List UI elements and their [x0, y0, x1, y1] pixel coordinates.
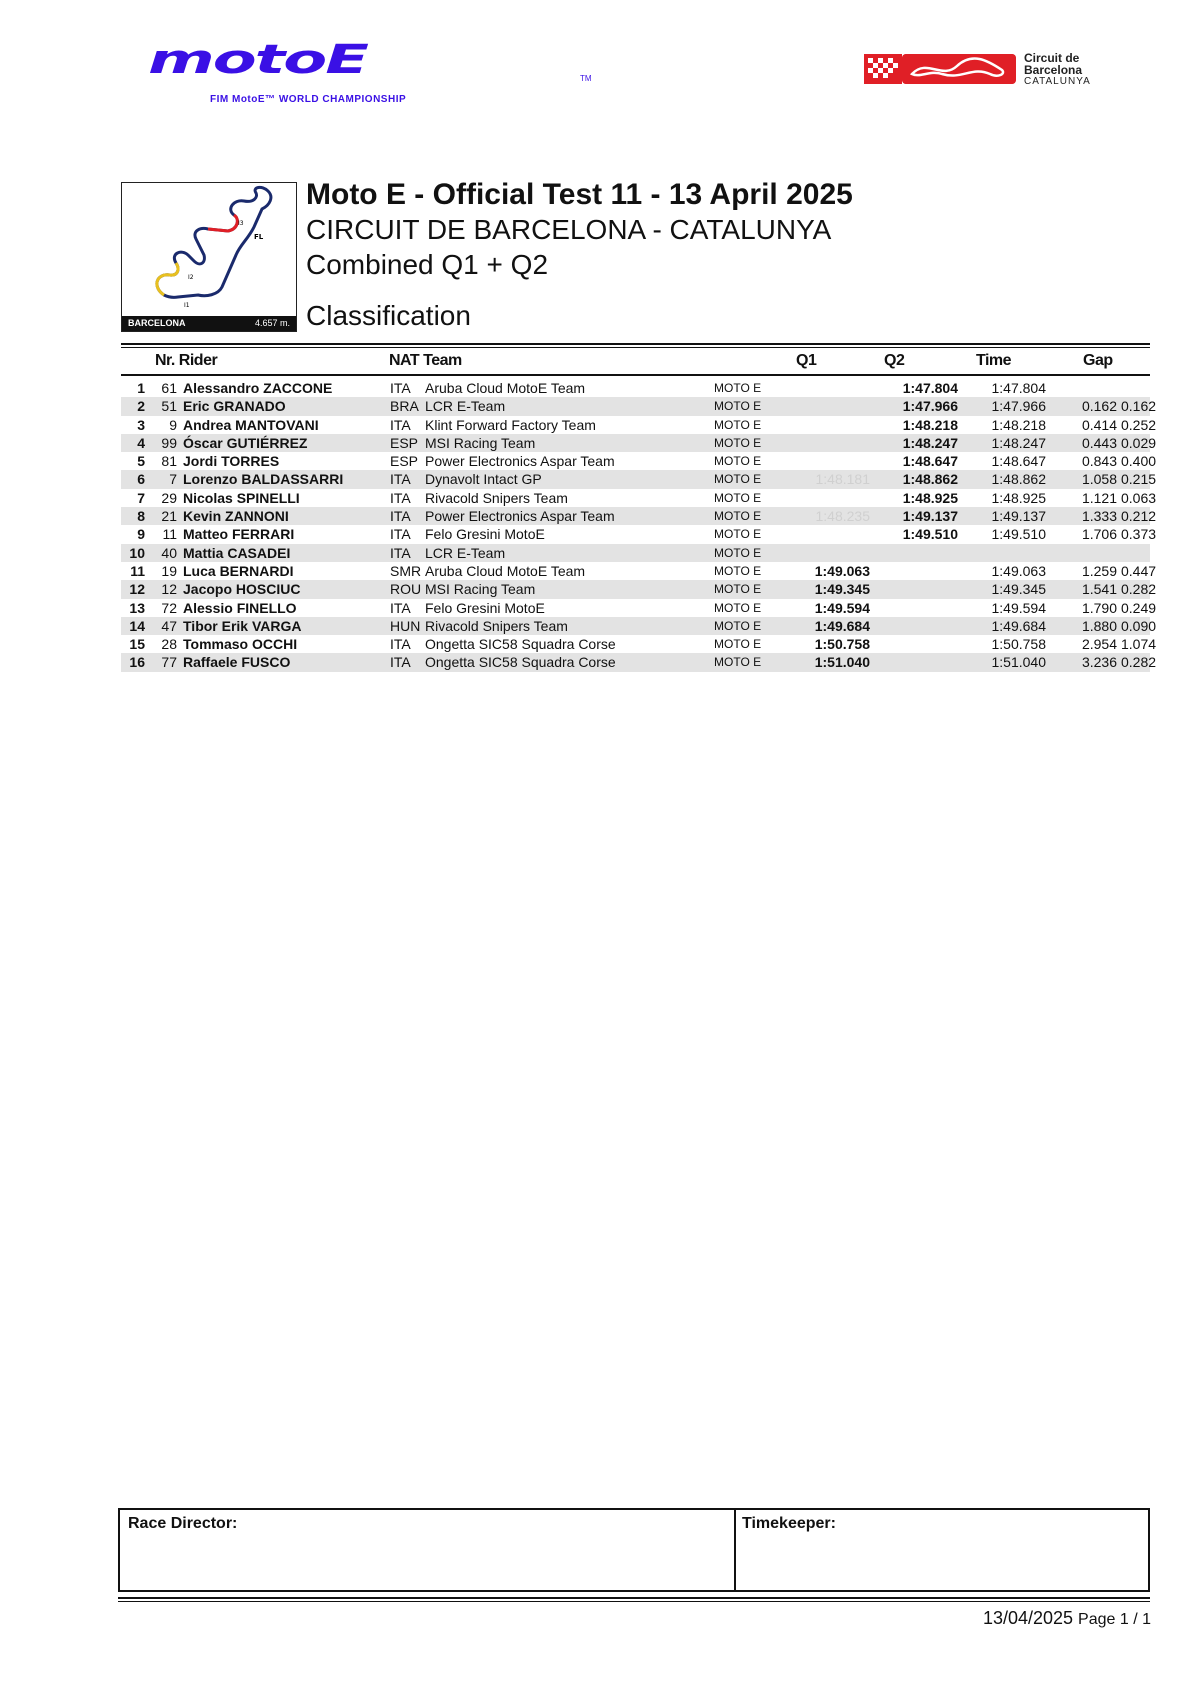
col-header-nat-team: NAT Team — [389, 352, 462, 369]
cell-gap: 1.790 — [1081, 599, 1117, 616]
cell-gap: 0.162 — [1081, 398, 1117, 415]
table-row — [121, 635, 1157, 653]
cell-gap: 1.706 — [1081, 526, 1117, 543]
cell-num: 12 — [161, 581, 177, 598]
cell-q1: 1:49.063 — [814, 562, 870, 579]
header-rule-thin — [121, 347, 1150, 348]
cell-diff: 1.074 — [1121, 636, 1157, 653]
cell-num: 7 — [169, 471, 177, 488]
cell-team: Aruba Cloud MotoE Team — [425, 562, 586, 579]
cell-gap: 2.954 — [1081, 636, 1117, 653]
cell-q2: 1:47.804 — [902, 380, 958, 396]
cell-q2: 1:48.647 — [902, 453, 958, 470]
cell-nat: ITA — [390, 544, 411, 561]
cell-pos: 14 — [129, 617, 145, 634]
circuit-name: CIRCUIT DE BARCELONA - CATALUNYA — [306, 214, 832, 245]
cell-num: 29 — [161, 489, 177, 506]
cell-diff: 0.215 — [1121, 471, 1157, 488]
cell-pos: 5 — [137, 453, 145, 470]
cell-time: 1:49.594 — [991, 599, 1046, 616]
cell-pos: 3 — [137, 416, 145, 433]
cell-q1: 1:48.235 — [815, 508, 870, 525]
cell-team: Power Electronics Aspar Team — [425, 453, 615, 470]
cell-nat: ITA — [390, 636, 411, 653]
signature-divider — [734, 1510, 736, 1590]
cell-team: Power Electronics Aspar Team — [425, 508, 615, 525]
cell-nat: ITA — [390, 489, 411, 506]
cell-num: 72 — [161, 599, 177, 616]
cell-nat: ITA — [390, 654, 411, 671]
cell-q2: 1:48.247 — [902, 434, 958, 451]
cell-num: 77 — [161, 654, 177, 671]
cell-q2: 1:47.966 — [902, 398, 958, 415]
cell-q1: 1:51.040 — [814, 654, 870, 671]
svg-text:FL: FL — [254, 233, 264, 241]
cell-cat: MOTO E — [714, 381, 762, 395]
cell-team: MSI Racing Team — [425, 434, 536, 451]
cell-time: 1:48.647 — [991, 453, 1046, 470]
cell-num: 28 — [161, 636, 177, 653]
cell-pos: 1 — [137, 380, 145, 396]
cell-team: Ongetta SIC58 Squadra Corse — [425, 636, 616, 653]
cell-team: Felo Gresini MotoE — [425, 599, 545, 616]
cell-nat: SMR — [390, 562, 422, 579]
cell-team: Klint Forward Factory Team — [425, 416, 596, 433]
cell-num: 9 — [169, 416, 177, 433]
cell-num: 40 — [161, 544, 177, 561]
table-row — [121, 489, 1157, 507]
cell-gap: 1.121 — [1081, 489, 1117, 506]
track-name: BARCELONA — [128, 318, 186, 328]
col-header-gap: Gap — [1083, 352, 1113, 369]
cell-pos: 12 — [129, 581, 145, 598]
cell-gap: 1.058 — [1081, 471, 1117, 488]
cell-rider: Raffaele FUSCO — [183, 654, 291, 671]
cell-time: 1:48.925 — [991, 489, 1046, 506]
svg-text:I2: I2 — [188, 274, 194, 281]
svg-text:I3: I3 — [238, 220, 244, 227]
cell-pos: 2 — [137, 398, 145, 415]
cell-gap: 3.236 — [1081, 654, 1117, 671]
table-row — [121, 416, 1157, 434]
cell-num: 81 — [161, 453, 177, 470]
cell-nat: ITA — [390, 526, 411, 543]
track-layout-icon — [122, 183, 295, 315]
circuit-swoosh-icon — [902, 54, 1016, 84]
table-row — [121, 544, 1150, 562]
track-length: 4.657 m. — [254, 318, 290, 328]
cell-diff: 0.063 — [1121, 489, 1157, 506]
page-footer — [983, 1608, 1151, 1629]
cell-nat: ESP — [390, 434, 419, 451]
footer-rule — [118, 1597, 1150, 1599]
cell-time: 1:50.758 — [991, 636, 1046, 653]
circuit-logo — [864, 52, 1104, 92]
cell-num: 61 — [161, 380, 177, 396]
session-name: Combined Q1 + Q2 — [306, 249, 549, 280]
cell-pos: 16 — [129, 654, 145, 671]
motoe-logo-tm: TM — [580, 74, 592, 83]
cell-team: Ongetta SIC58 Squadra Corse — [425, 654, 616, 671]
document-type: Classification — [306, 300, 471, 331]
cell-nat: BRA — [390, 398, 419, 415]
footer-rule-thin — [118, 1601, 1150, 1602]
track-map-footer — [122, 316, 296, 331]
col-header-q2: Q2 — [884, 352, 905, 369]
circuit-logo-line2: Barcelona — [1024, 63, 1083, 77]
cell-time: 1:49.510 — [991, 526, 1046, 543]
cell-pos: 7 — [137, 489, 145, 506]
table-row — [121, 452, 1157, 470]
cell-nat: HUN — [390, 617, 421, 634]
cell-pos: 8 — [137, 508, 145, 525]
cell-team: Rivacold Snipers Team — [425, 617, 568, 634]
cell-team: Felo Gresini MotoE — [425, 526, 545, 543]
cell-cat: MOTO E — [714, 435, 762, 450]
cell-num: 21 — [161, 508, 177, 525]
cell-team: LCR E-Team — [425, 544, 506, 561]
page-number: Page 1 / 1 — [1078, 1611, 1151, 1628]
cell-time: 1:48.247 — [991, 434, 1046, 451]
cell-pos: 6 — [137, 471, 145, 488]
cell-q2: 1:48.925 — [902, 489, 958, 506]
cell-team: LCR E-Team — [425, 398, 506, 415]
cell-pos: 11 — [130, 562, 145, 579]
cell-cat: MOTO E — [714, 545, 762, 560]
table-row — [121, 580, 1157, 598]
cell-num: 99 — [161, 434, 177, 451]
cell-time: 1:51.040 — [991, 654, 1046, 671]
circuit-logo-text — [1024, 52, 1091, 88]
cell-rider: Jacopo HOSCIUC — [183, 581, 301, 598]
table-row — [121, 525, 1157, 543]
motoe-championship-subtitle: FIM MotoE™ WORLD CHAMPIONSHIP — [210, 94, 407, 105]
cell-gap: 1.259 — [1081, 562, 1117, 579]
cell-diff: 0.249 — [1121, 599, 1157, 616]
cell-nat: ESP — [390, 453, 419, 470]
cell-rider: Alessandro ZACCONE — [183, 380, 333, 396]
cell-diff: 0.162 — [1121, 398, 1157, 415]
cell-diff: 0.029 — [1121, 434, 1157, 451]
cell-team: MSI Racing Team — [425, 581, 536, 598]
table-row — [121, 617, 1157, 635]
cell-time: 1:49.137 — [991, 508, 1046, 525]
timekeeper-label: Timekeeper: — [742, 1515, 836, 1532]
cell-rider: Andrea MANTOVANI — [183, 416, 319, 433]
signature-box — [118, 1508, 1150, 1592]
table-row — [121, 653, 1157, 671]
table-row — [121, 397, 1157, 415]
cell-cat: MOTO E — [714, 563, 762, 578]
cell-nat: ITA — [390, 416, 411, 433]
cell-cat: MOTO E — [714, 454, 762, 469]
circuit-logo-line3: CATALUNYA — [1024, 76, 1091, 87]
cell-team: Dynavolt Intact GP — [425, 471, 542, 488]
cell-diff: 0.373 — [1121, 526, 1157, 543]
cell-num: 51 — [161, 398, 177, 415]
motoe-logo — [148, 36, 598, 110]
cell-pos: 13 — [129, 599, 145, 616]
cell-cat: MOTO E — [714, 600, 762, 615]
cell-q2: 1:49.137 — [902, 508, 958, 525]
cell-q1: 1:49.345 — [814, 581, 870, 598]
table-row — [121, 434, 1157, 452]
motoe-logo-wordmark: motoE — [148, 36, 367, 83]
cell-cat: MOTO E — [714, 472, 762, 487]
cell-nat: ITA — [390, 380, 411, 396]
cell-nat: ITA — [390, 508, 411, 525]
results-table — [121, 379, 1157, 672]
cell-cat: MOTO E — [714, 490, 762, 505]
table-row — [121, 507, 1157, 525]
cell-diff: 0.212 — [1121, 508, 1157, 525]
cell-cat: MOTO E — [714, 509, 762, 524]
column-header-rule — [121, 374, 1150, 376]
cell-num: 47 — [161, 617, 177, 634]
col-header-nr-rider: Nr. Rider — [155, 352, 218, 369]
cell-gap: 1.541 — [1081, 581, 1117, 598]
cell-rider: Mattia CASADEI — [183, 544, 291, 561]
cell-pos: 4 — [137, 434, 145, 451]
header-rule — [121, 343, 1150, 345]
cell-diff: 0.400 — [1121, 453, 1157, 470]
event-title: Moto E - Official Test 11 - 13 April 2025 — [306, 178, 853, 211]
cell-gap: 0.414 — [1081, 416, 1117, 433]
cell-cat: MOTO E — [714, 618, 762, 633]
cell-rider: Nicolas SPINELLI — [183, 489, 300, 506]
cell-cat: MOTO E — [714, 582, 762, 597]
cell-time: 1:49.684 — [991, 617, 1046, 634]
cell-rider: Tibor Erik VARGA — [183, 617, 302, 634]
cell-gap: 1.880 — [1081, 617, 1117, 634]
table-row — [121, 470, 1157, 488]
cell-cat: MOTO E — [714, 655, 762, 670]
cell-rider: Matteo FERRARI — [183, 526, 295, 543]
race-director-label: Race Director: — [128, 1515, 238, 1532]
cell-nat: ITA — [390, 599, 411, 616]
cell-cat: MOTO E — [714, 399, 762, 414]
cell-q1: 1:50.758 — [814, 636, 870, 653]
cell-rider: Eric GRANADO — [183, 398, 286, 415]
cell-diff: 0.282 — [1121, 581, 1157, 598]
cell-time: 1:48.218 — [991, 416, 1046, 433]
cell-rider: Kevin ZANNONI — [183, 508, 289, 525]
cell-time: 1:49.063 — [991, 562, 1046, 579]
cell-team: Rivacold Snipers Team — [425, 489, 568, 506]
circuit-logo-line1: Circuit de — [1024, 51, 1080, 65]
col-header-time: Time — [976, 352, 1012, 369]
cell-num: 11 — [162, 526, 177, 543]
cell-nat: ITA — [390, 471, 411, 488]
cell-team: Aruba Cloud MotoE Team — [425, 380, 586, 396]
cell-rider: Luca BERNARDI — [183, 562, 294, 579]
cell-rider: Lorenzo BALDASSARRI — [183, 471, 344, 488]
cell-cat: MOTO E — [714, 417, 762, 432]
cell-q1: 1:48.181 — [815, 471, 870, 488]
cell-time: 1:47.804 — [991, 380, 1046, 396]
cell-q1: 1:49.594 — [814, 599, 870, 616]
cell-time: 1:48.862 — [991, 471, 1046, 488]
cell-pos: 9 — [137, 526, 145, 543]
cell-nat: ROU — [390, 581, 422, 598]
cell-time: 1:49.345 — [991, 581, 1046, 598]
cell-cat: MOTO E — [714, 527, 762, 542]
cell-gap: 0.443 — [1081, 434, 1117, 451]
cell-rider: Jordi TORRES — [183, 453, 280, 470]
cell-cat: MOTO E — [714, 637, 762, 652]
cell-rider: Alessio FINELLO — [183, 599, 297, 616]
checkered-flag-icon — [864, 54, 902, 84]
cell-diff: 0.252 — [1121, 416, 1157, 433]
table-row — [121, 379, 1150, 397]
cell-q2: 1:49.510 — [902, 526, 958, 543]
cell-num: 19 — [161, 562, 177, 579]
cell-q2: 1:48.862 — [902, 471, 958, 488]
cell-q1: 1:49.684 — [814, 617, 870, 634]
cell-gap: 1.333 — [1081, 508, 1117, 525]
cell-rider: Óscar GUTIÉRREZ — [183, 434, 308, 451]
track-map — [121, 182, 297, 332]
svg-text:I1: I1 — [184, 302, 190, 309]
cell-rider: Tommaso OCCHI — [183, 636, 298, 653]
cell-diff: 0.090 — [1121, 617, 1157, 634]
cell-diff: 0.282 — [1121, 654, 1157, 671]
cell-diff: 0.447 — [1121, 562, 1157, 579]
cell-time: 1:47.966 — [991, 398, 1046, 415]
cell-pos: 15 — [129, 636, 145, 653]
col-header-q1: Q1 — [796, 352, 817, 369]
cell-q2: 1:48.218 — [902, 416, 958, 433]
table-row — [121, 562, 1157, 580]
cell-gap: 0.843 — [1081, 453, 1117, 470]
document-date: 13/04/2025 — [982, 1608, 1074, 1628]
table-row — [121, 599, 1157, 617]
cell-pos: 10 — [129, 544, 145, 561]
